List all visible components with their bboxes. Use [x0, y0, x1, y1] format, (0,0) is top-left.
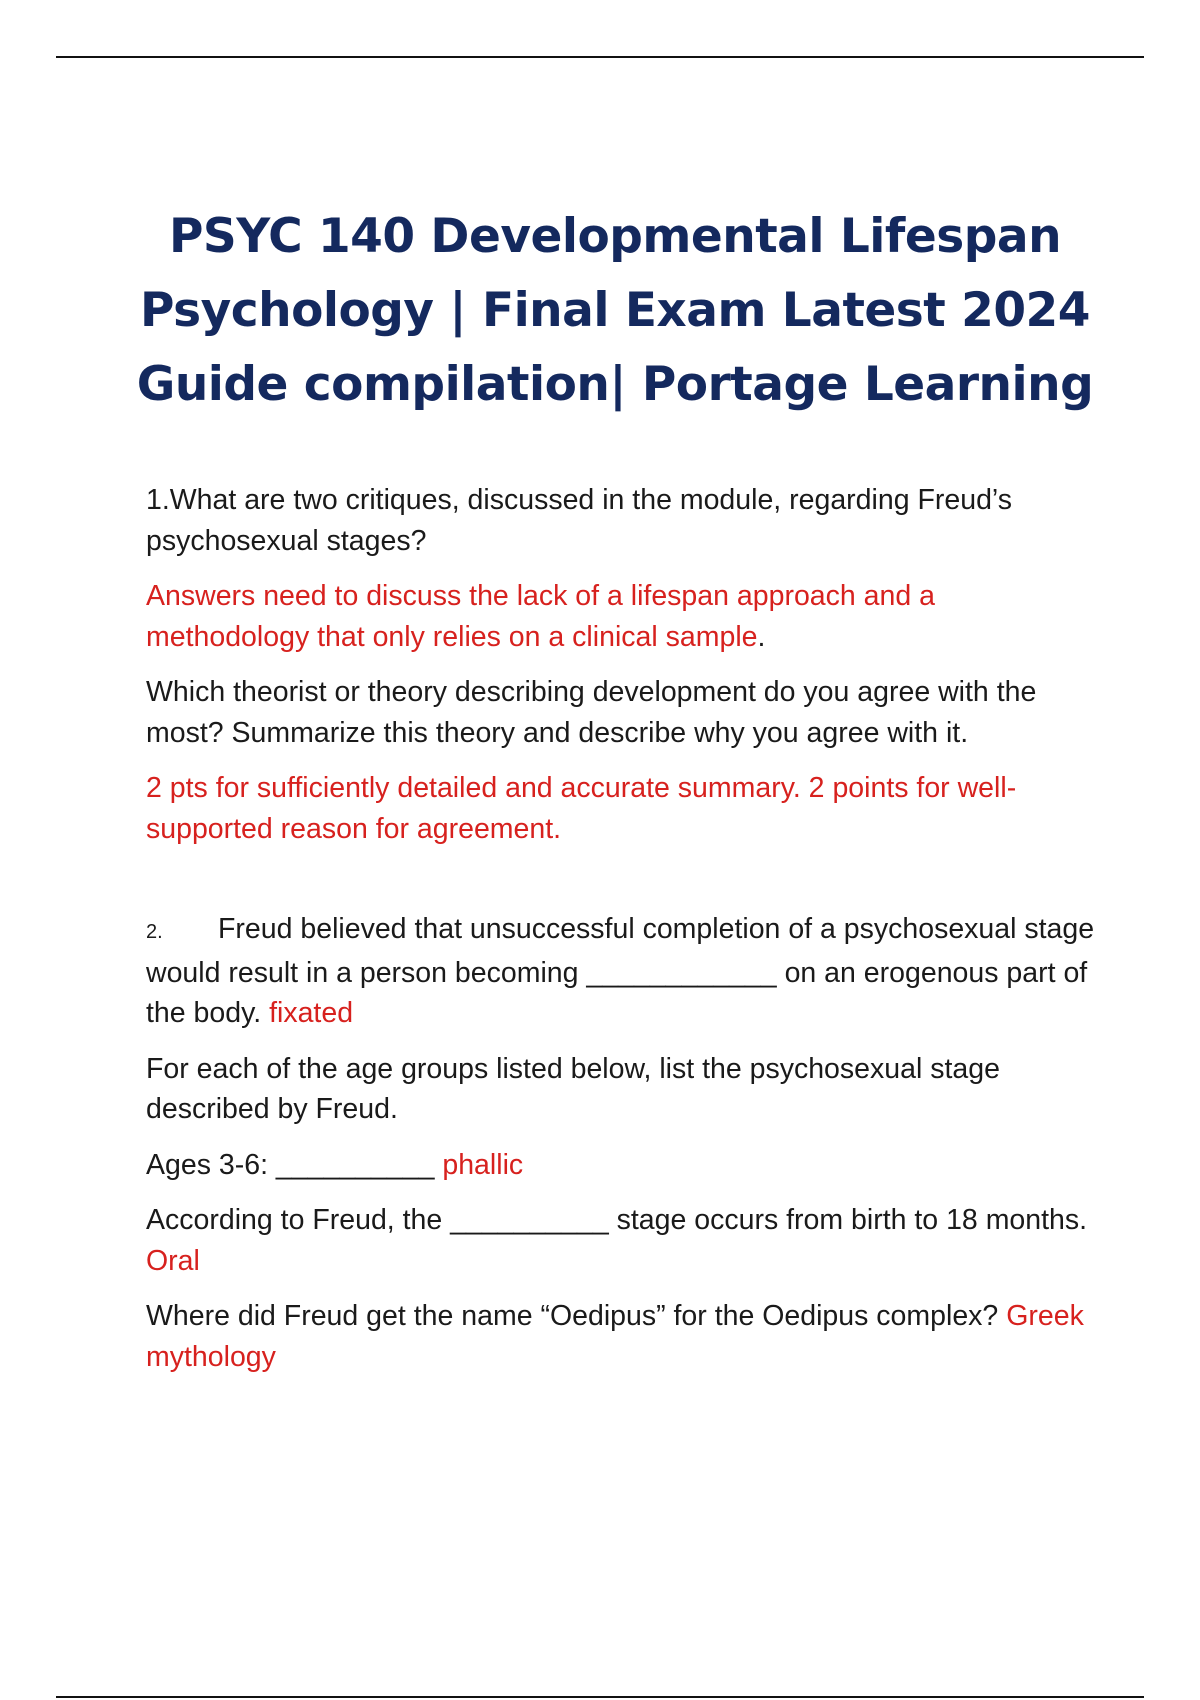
answer-1b: 2 pts for sufficiently detailed and accurate summary. 2 points for well-supported reason for agreement. [146, 772, 1017, 845]
title-line-3: Guide compilation| Portage Learning [136, 357, 1094, 412]
top-rule [56, 56, 1144, 58]
answer-1-period: . [757, 620, 766, 653]
question-2d-end: stage occurs from birth to 18 months. [616, 1204, 1088, 1236]
answer-2e: Greek mythology [146, 1300, 1084, 1373]
answer-2c: phallic [442, 1148, 524, 1181]
question-2e [146, 1296, 1106, 1377]
answer-1-text: Answers need to discuss the lack of a lifespan approach and a methodology that only relies on a clinical sample [146, 580, 935, 653]
question-2d-start: According to Freud, the [146, 1204, 443, 1236]
answer-2d: Oral [146, 1244, 200, 1277]
question-2-number: 2. [146, 921, 163, 943]
question-2d-blank: __________ [450, 1204, 609, 1236]
question-2c-label: Ages 3-6: [146, 1148, 268, 1181]
document-title [120, 200, 1110, 422]
question-2c-blank: __________ [275, 1148, 435, 1181]
question-2-end: on an erogenous part of the body. [146, 956, 1088, 1029]
bottom-rule [56, 1696, 1144, 1698]
question-2d [146, 1200, 1106, 1281]
answer-1 [146, 576, 1106, 657]
title-line-1: PSYC 140 Developmental Lifespan [168, 209, 1062, 264]
title-line-2: Psychology | Final Exam Latest 2024 [140, 283, 1090, 338]
question-2b: For each of the age groups listed below, list the psychosexual stage described by Freud. [146, 1052, 1000, 1125]
question-2-blank: ____________ [586, 956, 777, 989]
question-2e-text: Where did Freud get the name “Oedipus” for the Oedipus complex? [146, 1300, 999, 1332]
question-1b: Which theorist or theory describing development do you agree with the most? Summarize this theory and describe why you agree with it. [146, 676, 1037, 749]
exam-content [146, 480, 1106, 1377]
question-2 [146, 909, 1106, 1034]
answer-2: fixated [269, 997, 354, 1029]
question-1: 1.What are two critiques, discussed in the module, regarding Freud’s psychosexual stages? [146, 484, 1012, 557]
question-2c [146, 1145, 1106, 1186]
question-2-start: Freud believed that unsuccessful completion of a psychosexual stage would result in a person becoming [146, 913, 1095, 989]
